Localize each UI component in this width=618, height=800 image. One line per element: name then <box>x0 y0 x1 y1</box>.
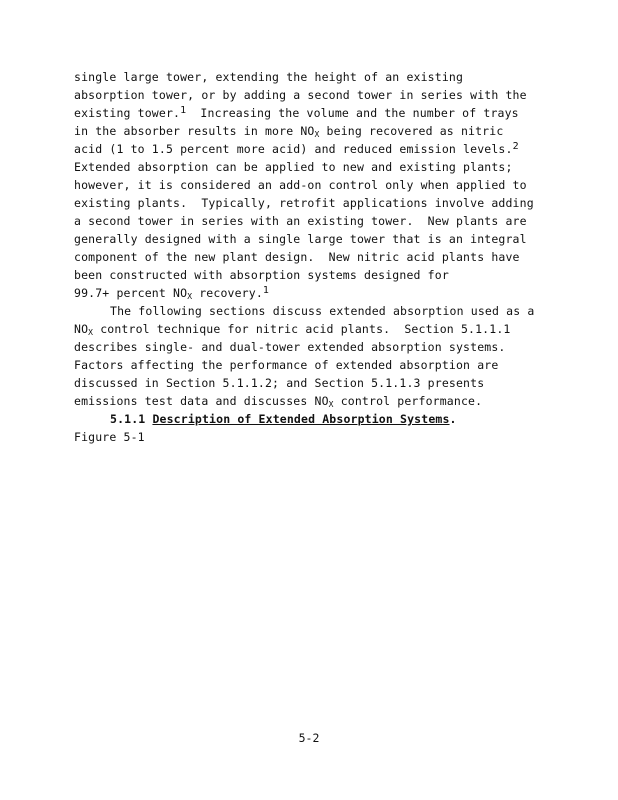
text-line: describes single- and dual-tower extended absorption systems. <box>74 340 506 354</box>
footnote-reference: 1 <box>262 285 270 296</box>
text-segment: NO <box>74 322 89 336</box>
text-line: Extended absorption can be applied to new and existing plants; <box>74 160 513 174</box>
section-title: Description of Extended Absorption Systems <box>152 412 450 426</box>
text-line: a second tower in series with an existing tower. New plants are <box>74 214 527 228</box>
text-line: absorption tower, or by adding a second tower in series with the <box>74 88 527 102</box>
text-line <box>74 140 554 158</box>
subscript: X <box>88 328 94 337</box>
text-line <box>74 122 554 140</box>
text-segment: control technique for nitric acid plants. Section 5.1.1.1 <box>93 322 511 336</box>
subscript: X <box>328 400 334 409</box>
footnote-reference: 2 <box>512 141 519 152</box>
text-segment: emissions test data and discusses NO <box>74 394 329 408</box>
text-line: been constructed with absorption systems designed for <box>74 268 449 282</box>
text-line: generally designed with a single large tower that is an integral <box>74 232 527 246</box>
text-line <box>74 104 554 122</box>
text-segment: being recovered as nitric <box>319 124 504 138</box>
text-line: however, it is considered an add-on control only when applied to <box>74 178 527 192</box>
subscript: X <box>314 130 320 139</box>
text-line: Factors affecting the performance of extended absorption are <box>74 358 499 372</box>
section-number: 5.1.1 <box>110 412 146 426</box>
text-line: discussed in Section 5.1.1.2; and Section 5.1.1.3 presents <box>74 376 485 390</box>
text-line <box>74 320 554 338</box>
text-line: component of the new plant design. New nitric acid plants have <box>74 250 520 264</box>
page-number: 5-2 <box>298 731 320 745</box>
text-segment: existing tower. <box>74 106 181 120</box>
text-segment: recovery. <box>192 286 263 300</box>
figure-reference: Figure 5-1 <box>74 430 145 444</box>
text-segment: control performance. <box>333 394 483 408</box>
body-text <box>74 68 554 446</box>
section-title-period: . <box>449 412 457 426</box>
subscript: X <box>187 292 193 301</box>
text-line: existing plants. Typically, retrofit applications involve adding <box>74 196 534 210</box>
text-segment: in the absorber results in more NO <box>74 124 315 138</box>
text-line: The following sections discuss extended absorption used as a <box>110 304 535 318</box>
footnote-reference: 1 <box>180 105 187 116</box>
text-line: single large tower, extending the height of an existing <box>74 70 464 84</box>
text-line <box>74 284 554 302</box>
text-segment: 99.7+ percent NO <box>74 286 188 300</box>
section-heading <box>74 410 554 428</box>
text-line <box>74 392 554 410</box>
text-segment: Increasing the volume and the number of trays <box>186 106 519 120</box>
text-segment: acid (1 to 1.5 percent more acid) and reduced emission levels. <box>74 142 513 156</box>
